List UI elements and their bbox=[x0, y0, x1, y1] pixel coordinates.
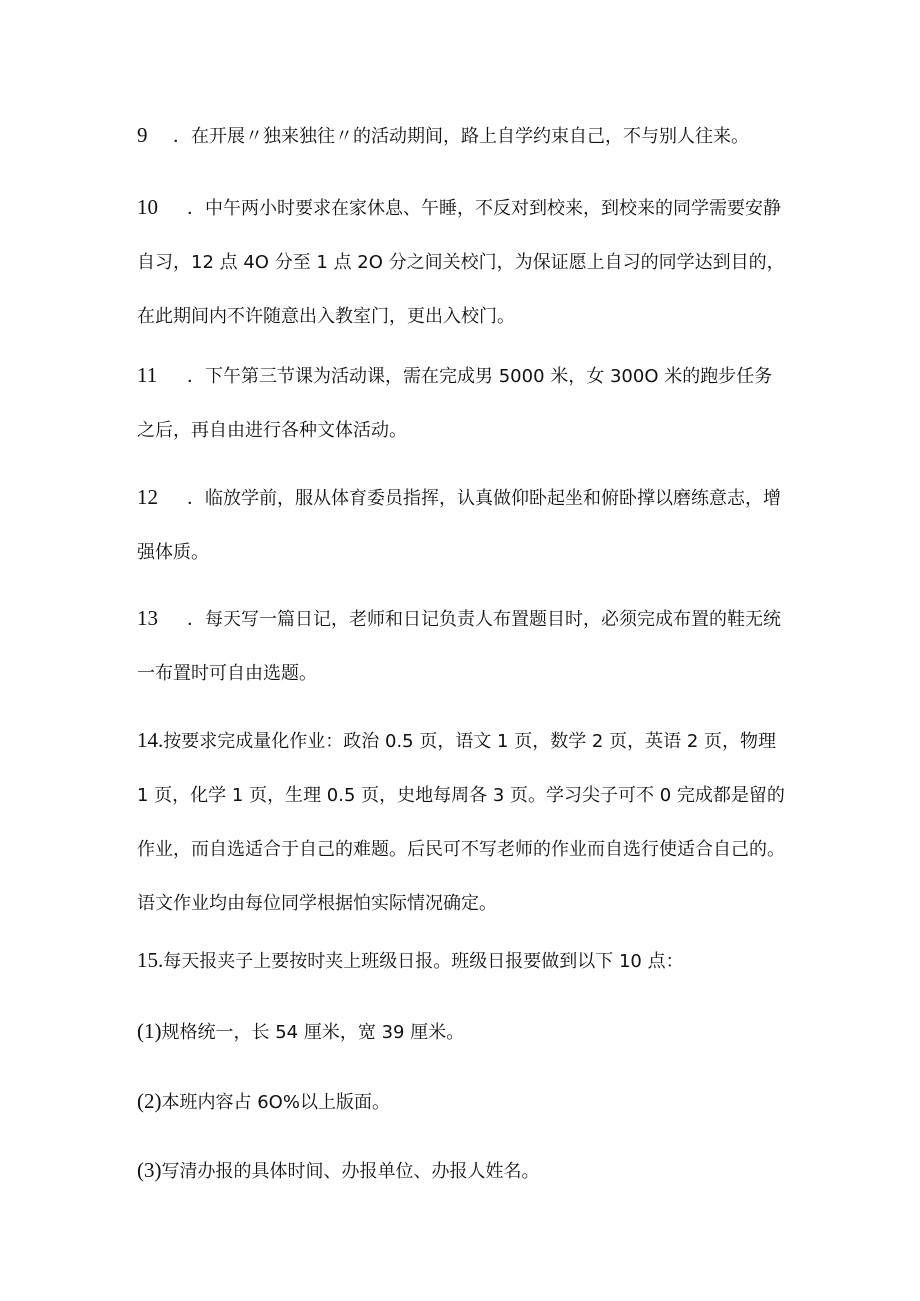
item-text: ．临放学前，服从体育委员指挥，认真做仰卧起坐和俯卧撑以磨练意志，增 bbox=[187, 488, 781, 509]
paragraph-line: 作业，而自选适合于自己的难题。后民可不写老师的作业而自选行使适合自己的。 bbox=[137, 839, 785, 860]
paragraph-line bbox=[137, 1074, 797, 1130]
item-number: 14. bbox=[137, 728, 164, 752]
paragraph-line bbox=[137, 1004, 797, 1060]
list-item-15 bbox=[137, 933, 797, 989]
list-item-9 bbox=[137, 108, 797, 164]
paragraph-line: 之后，再自由进行各种文体活动。 bbox=[137, 420, 407, 441]
paragraph-line bbox=[137, 713, 797, 769]
paragraph-line: 1 页，化学 1 页，生理 0.5 页，史地每周各 3 页。学习尖子可不 0 完成都是留的 bbox=[137, 785, 785, 806]
list-item-12 bbox=[137, 470, 797, 580]
paragraph-line: 一布置时可自由选题。 bbox=[137, 663, 317, 684]
item-number: 9 bbox=[137, 123, 148, 147]
item-text: ．在开展〃独来独往〃的活动期间，路上自学约束自己，不与别人往来。 bbox=[173, 126, 749, 147]
paragraph-line bbox=[137, 348, 797, 404]
paragraph-line bbox=[137, 591, 797, 647]
paragraph-line bbox=[137, 108, 797, 164]
paragraph-line bbox=[137, 1143, 797, 1199]
list-item-11 bbox=[137, 348, 797, 458]
item-number: 11 bbox=[137, 363, 158, 387]
paragraph-line: 自习，12 点 4O 分至 1 点 2O 分之间关校门，为保证愿上自习的同学达到目的， bbox=[137, 252, 785, 273]
item-text: 本班内容占 6O%以上版面。 bbox=[161, 1092, 390, 1113]
item-text: ．中午两小时要求在家休息、午睡，不反对到校来，到校来的同学需要安静 bbox=[187, 198, 781, 219]
item-number: 10 bbox=[137, 195, 158, 219]
list-item-10 bbox=[137, 180, 797, 344]
paragraph-line bbox=[137, 470, 797, 526]
paragraph-line: 语文作业均由每位同学根据怕实际情况确定。 bbox=[137, 893, 497, 914]
item-number: (3) bbox=[137, 1158, 162, 1182]
item-text: ．每天写一篇日记，老师和日记负责人布置题目时，必须完成布置的鞋无统 bbox=[187, 609, 781, 630]
paragraph-line: 在此期间内不许随意出入教室门，更出入校门。 bbox=[137, 306, 515, 327]
paragraph-line bbox=[137, 933, 797, 989]
item-text: 按要求完成量化作业：政治 0.5 页，语文 1 页，数学 2 页，英语 2 页，物理 bbox=[163, 731, 777, 752]
paragraph-line bbox=[137, 180, 797, 236]
item-text: 写清办报的具体时间、办报单位、办报人姓名。 bbox=[161, 1161, 540, 1182]
list-subitem-1 bbox=[137, 1004, 797, 1060]
item-text: 规格统一，长 54 厘米，宽 39 厘米。 bbox=[161, 1022, 465, 1043]
list-subitem-2 bbox=[137, 1074, 797, 1130]
item-text: ．下午第三节课为活动课，需在完成男 5000 米，女 300O 米的跑步任务 bbox=[187, 366, 773, 387]
item-number: 13 bbox=[137, 606, 158, 630]
item-number: (1) bbox=[137, 1019, 162, 1043]
item-text: 每天报夹子上要按时夹上班级日报。班级日报要做到以下 10 点： bbox=[163, 951, 684, 972]
item-number: 15. bbox=[137, 948, 164, 972]
item-number: (2) bbox=[137, 1089, 162, 1113]
list-item-14 bbox=[137, 713, 797, 931]
list-subitem-3 bbox=[137, 1143, 797, 1199]
list-item-13 bbox=[137, 591, 797, 701]
item-number: 12 bbox=[137, 485, 158, 509]
paragraph-line: 强体质。 bbox=[137, 542, 209, 563]
